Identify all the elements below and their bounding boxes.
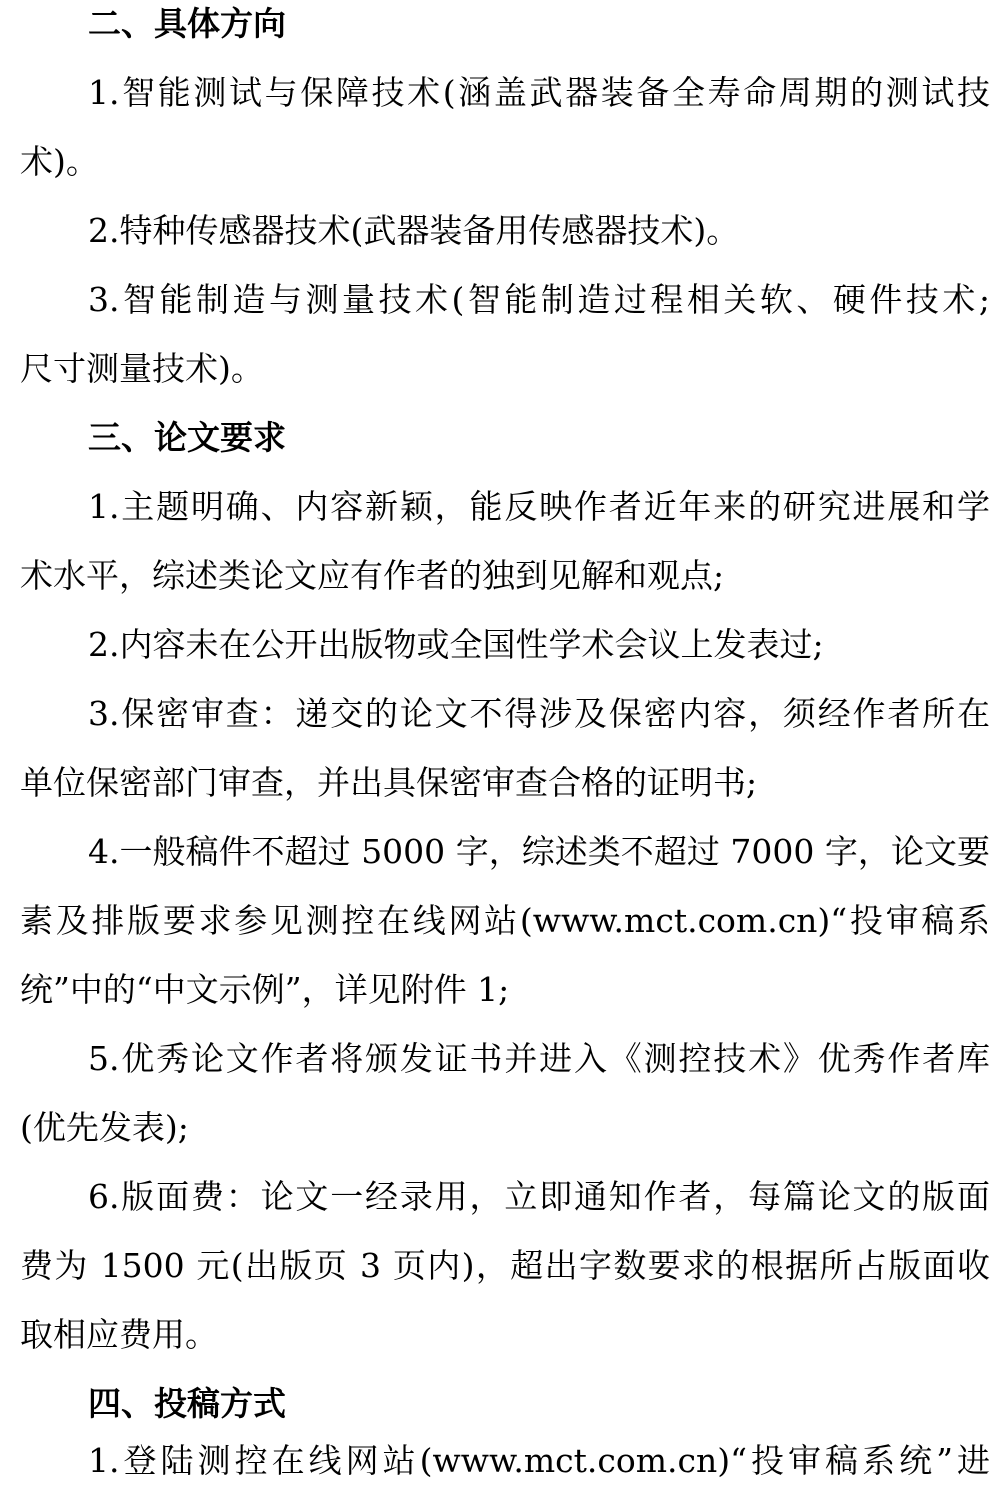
paragraph-line: 术)。 [20,142,99,181]
paragraph-line: 6.版面费：论文一经录用，立即通知作者，每篇论文的版面 [88,1177,990,1216]
paragraph-line: 1.登陆测控在线网站(www.mct.com.cn)“投审稿系统”进 [88,1441,990,1480]
paragraph-line: (优先发表); [20,1108,189,1147]
paragraph-line: 1.主题明确、内容新颖，能反映作者近年来的研究进展和学 [88,487,990,526]
paragraph-line: 3.保密审查：递交的论文不得涉及保密内容，须经作者所在 [88,694,990,733]
section-heading-directions: 二、具体方向 [88,4,286,43]
paragraph-line: 素及排版要求参见测控在线网站(www.mct.com.cn)“投审稿系 [20,901,990,940]
section-heading-requirements: 三、论文要求 [88,418,286,457]
paragraph-line: 4.一般稿件不超过 5000 字，综述类不超过 7000 字，论文要 [88,832,990,871]
paragraph-line: 取相应费用。 [20,1315,218,1354]
paragraph-line: 单位保密部门审查，并出具保密审查合格的证明书; [20,763,758,802]
paragraph-line: 3.智能制造与测量技术(智能制造过程相关软、硬件技术; [88,280,990,319]
paragraph-line: 尺寸测量技术)。 [20,349,264,388]
paragraph-line: 1.智能测试与保障技术(涵盖武器装备全寿命周期的测试技 [88,73,990,112]
paragraph-line: 术水平，综述类论文应有作者的独到见解和观点; [20,556,725,595]
paragraph-line: 2.特种传感器技术(武器装备用传感器技术)。 [88,211,740,250]
section-heading-submission: 四、投稿方式 [88,1384,286,1423]
paragraph-line: 2.内容未在公开出版物或全国性学术会议上发表过; [88,625,824,664]
paragraph-line: 费为 1500 元(出版页 3 页内)，超出字数要求的根据所占版面收 [20,1246,990,1285]
paragraph-line: 5.优秀论文作者将颁发证书并进入《测控技术》优秀作者库 [88,1039,990,1078]
paragraph-line: 统”中的“中文示例”，详见附件 1; [20,970,510,1009]
